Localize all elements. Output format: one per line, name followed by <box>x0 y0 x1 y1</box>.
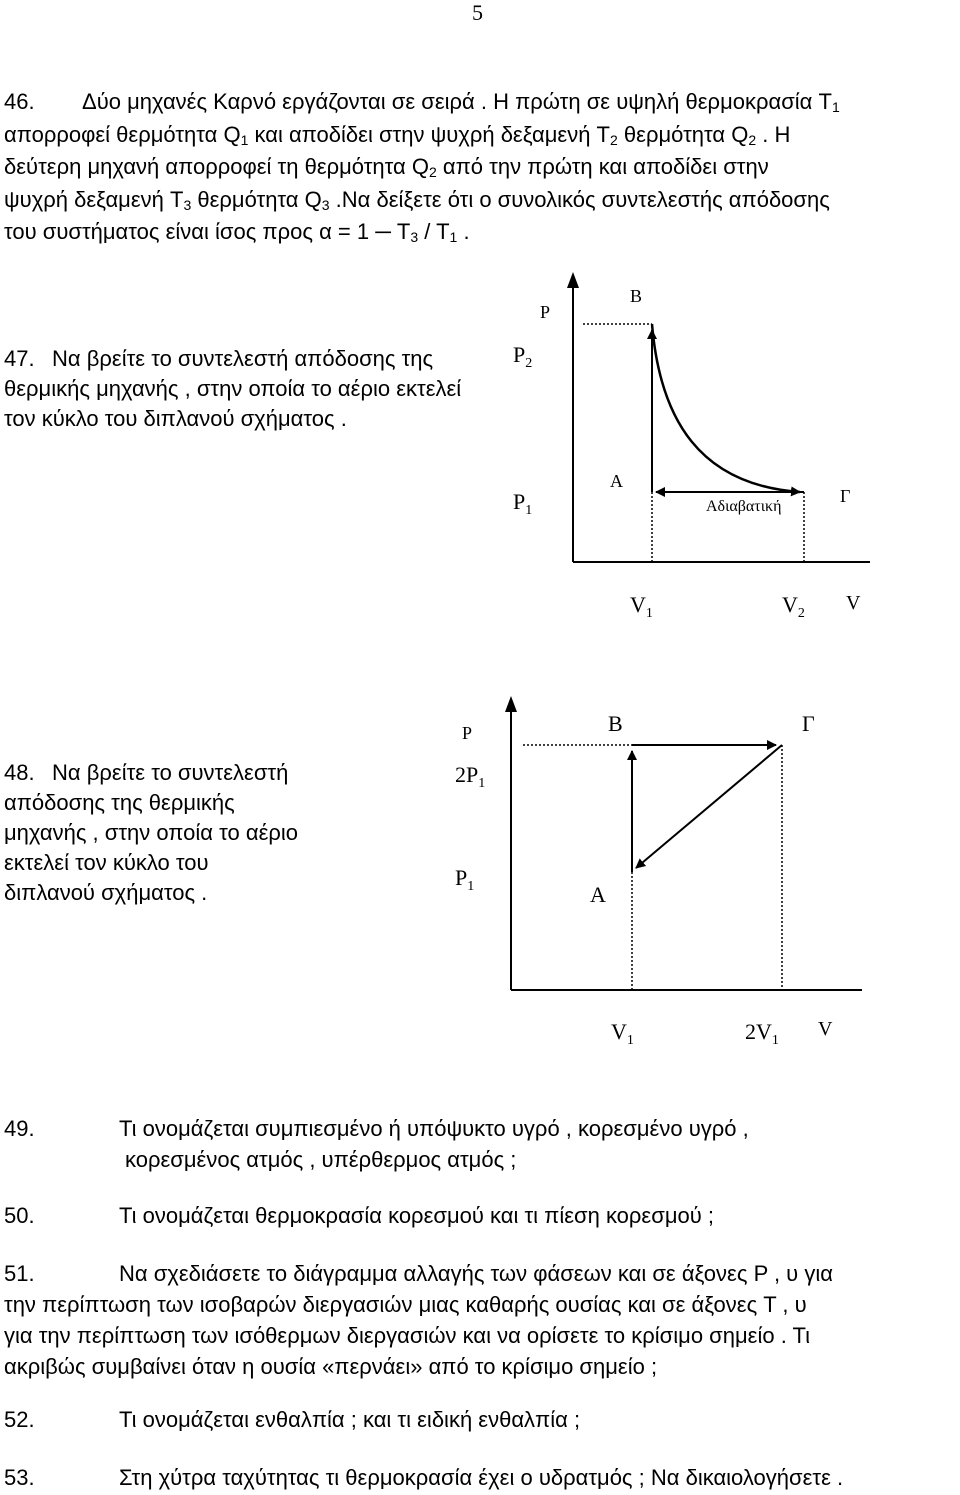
point-c-label: Γ <box>802 711 815 736</box>
v-axis-label: V <box>846 592 861 614</box>
question-51 <box>4 1258 954 1382</box>
subscript: 2 <box>428 164 437 180</box>
q46-text: . <box>457 219 470 244</box>
question-text: Να βρείτε το συντελεστή απόδοσης της θερμικής μηχανής , στην οποία το αέριο εκτελεί τον κύκλο του διπλανού σχήματος . <box>4 346 462 431</box>
q46-text: και αποδίδει στην ψυχρή δεξαμενή T <box>248 121 610 147</box>
question-text: κορεσμένος ατμός , υπέρθερμος ατμός ; <box>125 1147 517 1172</box>
question-number: 47. <box>4 346 35 371</box>
p1-label: $P_1$ <box>513 489 533 518</box>
subscript: 1 <box>449 229 458 245</box>
q46-text: . Η <box>756 121 791 147</box>
question-number: 46. <box>4 89 35 114</box>
q46-text: του συστήματος είναι ίσος προς α = 1 ─ T <box>4 219 411 244</box>
p-axis-arrow-icon <box>505 696 517 712</box>
point-a-label: A <box>590 882 606 907</box>
point-c-label: Γ <box>840 486 851 506</box>
point-b-label: B <box>608 711 623 736</box>
question-number: 51. <box>4 1261 35 1286</box>
question-text: Τι ονομάζεται ενθαλπία ; και τι ειδική ενθαλπία ; <box>119 1407 581 1432</box>
q46-text: δεύτερη μηχανή απορροφεί τη θερμότητα Q <box>4 154 429 179</box>
point-b-label: B <box>630 286 643 306</box>
q46-text: θερμότητα Q <box>191 186 322 212</box>
question-text: Να βρείτε το συντελεστή απόδοσης της θερμικής μηχανής , στην οποία το αέριο εκτελεί τον κύκλο του διπλανού σχήματος . <box>4 760 299 905</box>
subscript: 1 <box>240 131 249 148</box>
adiabatic-label: Αδιαβατική <box>706 498 782 515</box>
question-text: για την περίπτωση των ισόθερμων διεργασιών και να ορίσετε το κρίσιμο σημείο . Τι <box>4 1323 811 1348</box>
p2-label: $P_2$ <box>513 342 533 371</box>
2v1-label: $2V_1$ <box>745 1019 779 1048</box>
question-49 <box>4 1113 749 1175</box>
q46-text: Δύο μηχανές Καρνό εργάζονται σε σειρά . Η πρώτη σε υψηλή θερμοκρασία T <box>82 89 832 114</box>
subscript: 3 <box>183 196 192 213</box>
p1-label: $P_1$ <box>455 865 475 894</box>
question-text: Τι ονομάζεται συμπιεσμένο ή υπόψυκτο υγρό , κορεσμένο υγρό , <box>119 1116 749 1141</box>
question-53 <box>4 1462 843 1495</box>
question-number: 52. <box>4 1407 35 1432</box>
page-number: 5 <box>472 0 483 25</box>
subscript: 3 <box>410 229 419 245</box>
point-a-label: A <box>610 471 623 491</box>
subscript: 1 <box>831 99 840 115</box>
2p1-label: $2P_1$ <box>455 762 486 791</box>
question-number: 49. <box>4 1116 35 1141</box>
question-text: Να σχεδιάσετε το διάγραμμα αλλαγής των φάσεων και σε άξονες P , υ για <box>119 1261 833 1286</box>
v1-label: $V_1$ <box>611 1019 634 1048</box>
q46-text: θερμότητα Q <box>617 121 749 147</box>
question-text: την περίπτωση των ισοβαρών διεργασιών μιας καθαρής ουσίας και σε άξονες T , υ <box>4 1292 807 1317</box>
subscript: 3 <box>321 196 330 213</box>
subscript: 2 <box>610 131 618 148</box>
question-number: 53. <box>4 1465 35 1490</box>
q46-text: ψυχρή δεξαμενή T <box>4 186 184 212</box>
question-number: 50. <box>4 1203 35 1228</box>
question-50 <box>4 1200 714 1233</box>
process-ca-line <box>636 745 782 868</box>
q46-text: από την πρώτη και αποδίδει στην <box>436 154 769 179</box>
question-52 <box>4 1404 580 1437</box>
question-text: ακριβώς συμβαίνει όταν η ουσία «περνάει» από το κρίσιμο σημείο ; <box>4 1354 658 1379</box>
question-text: Στη χύτρα ταχύτητας τι θερμοκρασία έχει ο υδρατμός ; Να δικαιολογήσετε . <box>119 1465 844 1490</box>
p-axis-label: P <box>462 723 473 743</box>
subscript: 2 <box>748 131 757 148</box>
v-axis-label: V <box>818 1018 833 1040</box>
p-axis-label: P <box>540 302 551 322</box>
v2-label: $V_2$ <box>782 592 805 621</box>
question-number: 48. <box>4 760 35 785</box>
q46-text: .Να δείξετε ότι ο συνολικός συντελεστής απόδοσης <box>329 186 830 212</box>
q46-text: απορροφεί θερμότητα Q <box>4 121 241 147</box>
q46-text: / T <box>418 219 450 244</box>
question-text: Τι ονομάζεται θερμοκρασία κορεσμού και τι πίεση κορεσμού ; <box>119 1203 714 1228</box>
v1-label: $V_1$ <box>630 592 653 621</box>
